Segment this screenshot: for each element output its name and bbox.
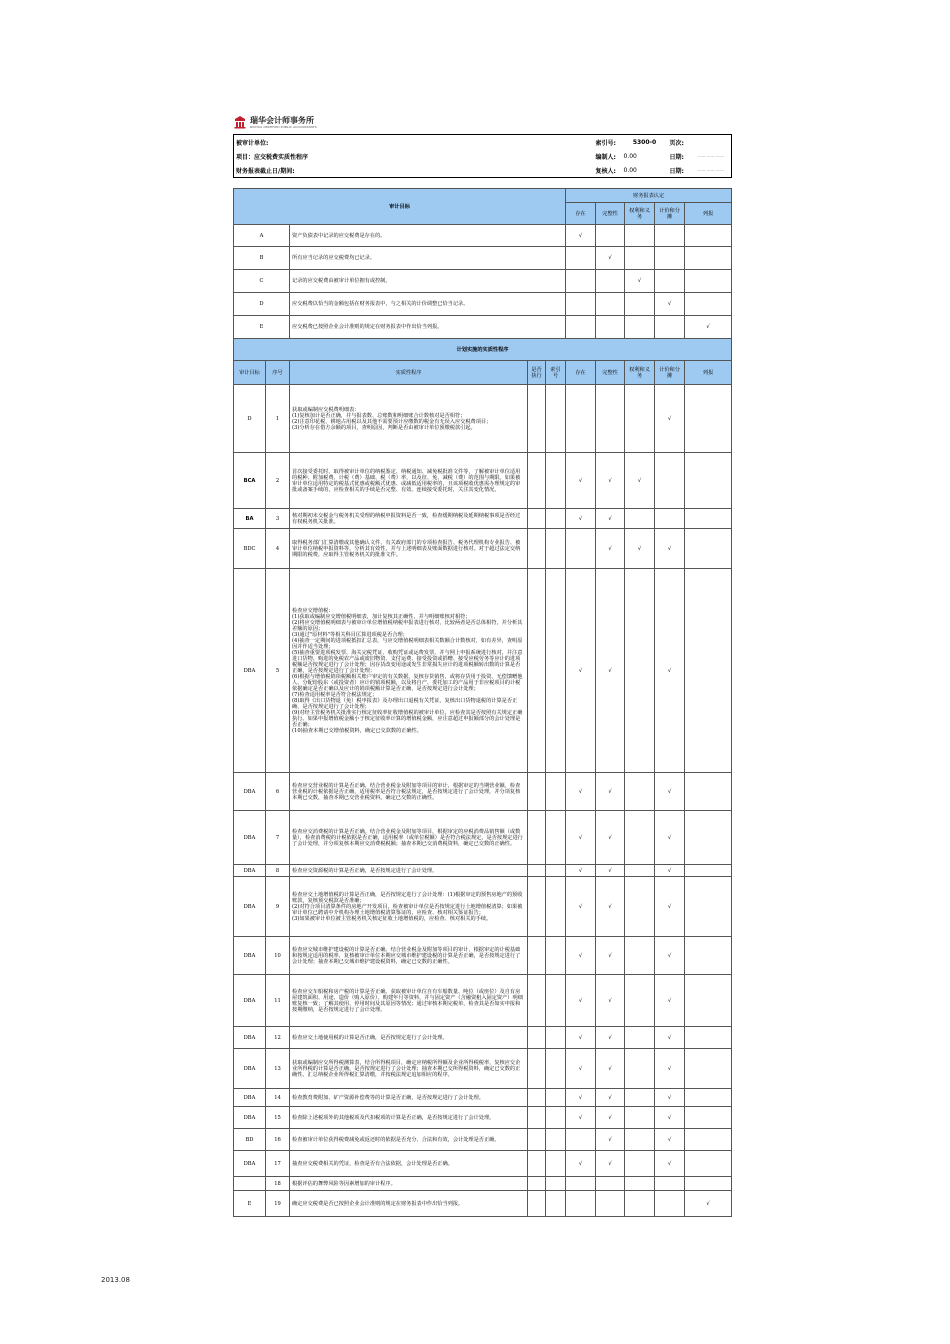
date-label: 日期: [669, 153, 684, 161]
objective-row [234, 225, 732, 247]
procedure-target: DBA [234, 1107, 266, 1129]
col-index: 索引号 [546, 361, 566, 385]
procedure-row [234, 975, 732, 1027]
assertion-check [625, 1129, 655, 1151]
assertion-check: √ [566, 975, 596, 1027]
objective-code: B [234, 247, 290, 270]
assertion-check: √ [596, 569, 625, 773]
assertion-check: √ [596, 877, 625, 937]
procedure-row [234, 877, 732, 937]
review-date-label: 日期: [669, 167, 684, 175]
assertion-check [625, 1151, 655, 1177]
assertion-check [566, 1191, 596, 1217]
assertion-check [566, 270, 596, 293]
assertion-check [685, 1151, 732, 1177]
assertion-check: √ [596, 1049, 625, 1089]
index-label: 索引号: [595, 139, 616, 147]
assertion-check: √ [596, 773, 625, 811]
project-label: 项目：应交税费实质性程序 [236, 153, 309, 161]
assertion-check: √ [566, 453, 596, 509]
procedure-target: DBA [234, 865, 266, 877]
assertion-check [566, 1129, 596, 1151]
assertion-check [625, 937, 655, 975]
procedure-target: DBA [234, 877, 266, 937]
procedure-index [546, 453, 566, 509]
assertion-check: √ [655, 385, 685, 453]
procedure-target: DBA [234, 1027, 266, 1049]
procedure-row [234, 509, 732, 529]
procedure-text: 根据评估的舞弊风险等因素增加的审计程序。 [290, 1177, 528, 1191]
procedure-index [546, 569, 566, 773]
procedure-target: DBA [234, 569, 266, 773]
assertion-check [625, 509, 655, 529]
procedure-row [234, 1089, 732, 1107]
procedure-seq: 14 [266, 1089, 290, 1107]
objective-code: E [234, 316, 290, 339]
procedure-executed [528, 865, 546, 877]
procedure-target: DBA [234, 975, 266, 1027]
procedure-executed [528, 1129, 546, 1151]
assertion-check [596, 270, 625, 293]
procedure-text: 检查教育费附加、矿产资源补偿费等的计算是否正确，是否按规定进行了会计处理。 [290, 1089, 528, 1107]
assertion-check [685, 293, 732, 316]
procedure-executed [528, 1089, 546, 1107]
procedure-target: D [234, 385, 266, 453]
objective-text: 记录的应交税费由被审计单位拥有或控制。 [290, 270, 566, 293]
procedure-text: 抽查应交税费相关的凭证，检查是否有合法依据，会计处理是否正确。 [290, 1151, 528, 1177]
procedure-row [234, 1129, 732, 1151]
col-presentation: 列报 [685, 361, 732, 385]
procedure-seq: 7 [266, 811, 290, 865]
assertion-check: √ [596, 453, 625, 509]
assertion-check [625, 865, 655, 877]
assertion-check [625, 1107, 655, 1129]
index-value: 5300-0 [632, 138, 657, 146]
col-valuation: 计价和分摊 [655, 361, 685, 385]
procedure-index [546, 1049, 566, 1089]
page-label: 页次: [669, 139, 684, 147]
procedure-row [234, 937, 732, 975]
assertion-check [566, 293, 596, 316]
firm-logo [233, 112, 317, 132]
procedure-seq: 12 [266, 1027, 290, 1049]
assertion-check: √ [655, 865, 685, 877]
assertion-check [655, 225, 685, 247]
assertion-check: √ [596, 509, 625, 529]
procedure-executed [528, 877, 546, 937]
assertion-check [596, 1191, 625, 1217]
procedure-target: E [234, 1191, 266, 1217]
procedure-seq: 3 [266, 509, 290, 529]
procedure-text: 检查应交增值税： (1)获取或编制应交增值税明细表，加计复核其正确性，并与明细账核对相符； (2)将应交增值税明细表与被审计单位增值税纳税申报表进行核对，比较两者是否总体相符，并分析其差额的原因； (3)通过"原材料"等相关科目匡算进项税是否合理； (4)抽查一定期间的进项税抵扣汇总表，与应交增值税明细表相关数额合计数核对，如有差异，查明原因并作适当处理； (5)抽查重要进项税发票、海关完税凭证、收购凭证或运费发票，并与网上申报系统进行核对，并注意进口货物、购进的免税农产品或废旧物资、支付运费、接受投资或捐赠、接受应税劳务等应计的进项税额是否按规定进行了会计处理；因存货改变用途或发生非常损失应计的进项税额转出数的计算是否正确，是否按规定进行了会计处理； (6)根据与增值税销项税额相关账户审定的有关数据，复核存货销售，或将存货用于投资、无偿馈赠他人、分配给股东（或投资者）应计的销项税额，以及将自产、委托加工的产品用于非应税项目的计税依据确定是否正确以及应计的销项税额计算是否正确，是否按规定进行会计处理； (7)检查适用税率是否符合税法规定； (8)取得《出口货物退（免）税申报表》及办理出口退税有关凭证，复核出口货物退税的计算是否正确，是否按规定进行了会计处理； (9)对经主管税务机关批准实行核定征收率征收增值税的被审计单位，应检查其是否按照有关规定正确执行。如果申报增值税金额小于核定征收率计算的增值税金额，应注意超过申报额部分的会计处理是否正确； (10)抽查本期已交增值税资料，确定已交款数的正确性。 [290, 569, 528, 773]
assertion-check [655, 316, 685, 339]
assertion-check: √ [596, 529, 625, 569]
assertion-check: √ [685, 316, 732, 339]
assertion-check: √ [655, 529, 685, 569]
procedure-row [234, 385, 732, 453]
procedure-executed [528, 1191, 546, 1217]
assertion-check [625, 1049, 655, 1089]
assertion-check [596, 316, 625, 339]
procedure-executed [528, 975, 546, 1027]
assertion-check: √ [655, 1129, 685, 1151]
page-value [696, 135, 732, 150]
procedure-target: DBA [234, 811, 266, 865]
procedure-row [234, 1151, 732, 1177]
procedure-row [234, 1027, 732, 1049]
period-label: 财务报表截止日/期间: [236, 167, 295, 175]
objective-text: 所有应当记录的应交税费均已记录。 [290, 247, 566, 270]
assertion-check: √ [566, 1151, 596, 1177]
assertion-check [625, 316, 655, 339]
assertion-check [655, 1191, 685, 1217]
assertion-check [625, 1027, 655, 1049]
procedure-seq: 15 [266, 1107, 290, 1129]
review-date: —— —— —— [697, 167, 725, 173]
procedure-row [234, 1177, 732, 1191]
assertion-check: √ [655, 1107, 685, 1129]
assertion-check: √ [566, 1089, 596, 1107]
assertion-check: √ [566, 1107, 596, 1129]
procedure-index [546, 937, 566, 975]
assertion-check [655, 509, 685, 529]
preparer-value: 0.00 [623, 152, 637, 160]
procedure-text: 取得税务部门汇算清缴或其他确认文件、有关政府部门的专项检查报告、税务代理机构专业报告、被审计单位纳税申报资料等，分析其有效性，并与上述明细表及账面数据进行核对。对于超过法定交纳期限的税费，应取得主管税务机关的批准文件。 [290, 529, 528, 569]
col-completeness: 完整性 [596, 361, 625, 385]
procedure-index [546, 385, 566, 453]
assertion-check [685, 1177, 732, 1191]
procedure-row [234, 865, 732, 877]
procedure-seq: 9 [266, 877, 290, 937]
procedure-text: 检查应交城市维护建设税的计算是否正确。结合营业税金及附加等项目的审计，根据审定的计税基础和按规定适用的税率，复核被审计单位本期应交城市维护建设税的计算是否正确，是否按规定进行了会计处理；抽查本期已交城市维护建设税资料，确定已交数的正确性。 [290, 937, 528, 975]
procedure-seq: 1 [266, 385, 290, 453]
assertion-check [655, 270, 685, 293]
assertion-check [596, 1177, 625, 1191]
procedure-target: DBA [234, 937, 266, 975]
assertion-check: √ [655, 877, 685, 937]
objective-text: 应交税费以恰当的金额包括在财务报表中，与之相关的计价调整已恰当记录。 [290, 293, 566, 316]
procedure-text: 确定应交税费是否已按照企业会计准则的规定在财务报表中作出恰当列报。 [290, 1191, 528, 1217]
procedure-row [234, 811, 732, 865]
assertion-check [596, 385, 625, 453]
assertion-check: √ [655, 1027, 685, 1049]
assertion-check [625, 1177, 655, 1191]
auditee-label: 被审计单位: [236, 139, 269, 147]
assertion-check [625, 247, 655, 270]
procedure-executed [528, 937, 546, 975]
procedure-index [546, 1027, 566, 1049]
objectives-title: 审计目标 [234, 189, 566, 225]
procedure-text: 获取或编制应交税费明细表： (1)复核加计是否正确，并与报表数、总账数和明细账合计数核对是否相符； (2)注意印花税、耕地占用税以及其他不需要预计应缴数的税金有无误入应交税费项目； (3)分析存在借方余额的项目，查明原因，判断是否由被审计单位预缴税款引起。 [290, 385, 528, 453]
procedure-text: 检查应交土地使用税的计算是否正确，是否按规定进行了会计处理。 [290, 1027, 528, 1049]
procedure-target: DBA [234, 1151, 266, 1177]
assertion-check: √ [596, 1107, 625, 1129]
procedure-row [234, 1107, 732, 1129]
procedure-seq: 2 [266, 453, 290, 509]
assertion-check: √ [596, 1089, 625, 1107]
procedure-target: DBA [234, 773, 266, 811]
procedure-text: 检查应交车船税和房产税的计算是否正确。获取被审计单位自有车船数量、吨位（或座位）及自有房屋建筑面积、用途、造价（购入原价）、购建年月等资料，并与固定资产（含融资租入固定资产）明细账复核一致；了解其使用、停用时间及其原因等情况；通过审核本期完税单，检查其是否如实申报和按期缴纳，是否按规定进行了会计处理。 [290, 975, 528, 1027]
objective-code: D [234, 293, 290, 316]
assertion-check: √ [655, 773, 685, 811]
assertion-check [685, 877, 732, 937]
procedure-target: BD [234, 1129, 266, 1151]
assertion-check [625, 975, 655, 1027]
col-target: 审计目标 [234, 361, 266, 385]
assertion-check [625, 1089, 655, 1107]
procedure-row [234, 453, 732, 509]
procedure-text: 检查除上述税项外的其他税项及代扣税项的计算是否正确，是否按规定进行了会计处理。 [290, 1107, 528, 1129]
objective-text: 资产负债表中记录的应交税费是存在的。 [290, 225, 566, 247]
assertion-check [625, 385, 655, 453]
assertion-check: √ [596, 1151, 625, 1177]
assertion-check: √ [566, 569, 596, 773]
assertion-check: √ [655, 1049, 685, 1089]
assertion-check: √ [655, 1089, 685, 1107]
assertion-check [685, 529, 732, 569]
assertion-check [655, 1177, 685, 1191]
procedure-text: 首次接受委托时，取得被审计单位的纳税鉴定、纳税通知、减免税批准文件等，了解被审计单位适用的税种、附加税费、计税（费）基础、税（费）率，以及征、免、减税（费）的范围与期限。如果被审计单位适用特定的税基式优惠或税额式优惠、或减低适用税率的，且该项税收优惠需办理规定的审批或备案手续的，应检查相关的手续是否完整、有效。连续接受委托时，关注其变化情况。 [290, 453, 528, 509]
assertion-check: √ [596, 937, 625, 975]
procedure-index [546, 877, 566, 937]
procedure-executed [528, 385, 546, 453]
procedure-row [234, 1191, 732, 1217]
assertion-check [685, 1107, 732, 1129]
prepare-date: —— —— —— [697, 153, 725, 159]
assertion-check: √ [566, 865, 596, 877]
procedure-row [234, 773, 732, 811]
procedure-index [546, 773, 566, 811]
procedure-target: DBA [234, 1049, 266, 1089]
procedure-target: BA [234, 509, 266, 529]
assertion-check [685, 247, 732, 270]
assertions-group-title: 财务报表认定 [566, 189, 732, 203]
objective-row [234, 247, 732, 270]
assertion-rights: 权利和义务 [625, 203, 655, 225]
reviewer-label: 复核人: [595, 167, 616, 175]
procedure-index [546, 811, 566, 865]
assertion-check: √ [566, 1049, 596, 1089]
assertion-check [685, 937, 732, 975]
assertion-check [625, 225, 655, 247]
assertion-check [685, 1089, 732, 1107]
col-procedure: 实质性程序 [290, 361, 528, 385]
procedure-seq: 10 [266, 937, 290, 975]
assertion-check [685, 865, 732, 877]
version-footer: 2013.08 [101, 1276, 130, 1284]
procedures-title: 计划实施的实质性程序 [234, 339, 732, 361]
procedures-table [233, 188, 732, 1217]
col-existence: 存在 [566, 361, 596, 385]
procedure-seq: 18 [266, 1177, 290, 1191]
procedure-seq: 11 [266, 975, 290, 1027]
assertion-check [685, 975, 732, 1027]
assertion-check: √ [566, 773, 596, 811]
preparer-label: 编制人: [595, 153, 616, 161]
procedure-index [546, 1151, 566, 1177]
procedure-seq: 8 [266, 865, 290, 877]
assertion-check [655, 453, 685, 509]
assertion-check: √ [596, 1027, 625, 1049]
procedure-seq: 16 [266, 1129, 290, 1151]
assertion-check [625, 877, 655, 937]
procedure-executed [528, 509, 546, 529]
procedure-executed [528, 1151, 546, 1177]
procedure-row [234, 569, 732, 773]
assertion-check: √ [655, 569, 685, 773]
assertion-check: √ [655, 937, 685, 975]
procedure-text: 检查应交营业税的计算是否正确。结合营业税金及附加等项目的审计，根据审定的当期营业额，检查营业税的计税依据是否正确，适用税率是否符合税法规定，是否按规定进行了会计处理，并分项复核本期已交数，抽查本期已交营业税资料，确定已交数的正确性。 [290, 773, 528, 811]
assertion-check [596, 225, 625, 247]
procedure-seq: 19 [266, 1191, 290, 1217]
assertion-check: √ [625, 453, 655, 509]
assertion-check [566, 1177, 596, 1191]
procedure-text: 检查应交资源税的计算是否正确，是否按规定进行了会计处理。 [290, 865, 528, 877]
col-rights: 权利和义务 [625, 361, 655, 385]
procedure-row [234, 529, 732, 569]
firm-name: 瑞华会计师事务所 [250, 115, 314, 125]
assertion-check [625, 811, 655, 865]
assertion-check [685, 773, 732, 811]
assertion-check [596, 293, 625, 316]
procedure-text: 核对期初未交税金与税务机关受理的纳税申报资料是否一致，检查缓期纳税及延期纳税事项是否经过有权税务机关批准。 [290, 509, 528, 529]
procedure-executed [528, 529, 546, 569]
assertion-check [625, 1191, 655, 1217]
procedure-text: 检查应交土地增值税的计算是否正确，是否按规定进行了会计处理：(1)根据审定的预售房地产的预收账款，复核预交税款是否准确； (2)对符合项目清算条件的房地产开发项目，检查被审计单位是否按规定进行土地增值税清算；如果被审计单位已聘请中介机构办理土地增值税清算鉴证的，应检查、核对相关鉴证报告； (3)如果被审计单位被主管税务机关核定征收土地增值税的，应检查、核对相关的手续。 [290, 877, 528, 937]
assertion-check: √ [596, 975, 625, 1027]
assertion-check [655, 247, 685, 270]
procedure-index [546, 1107, 566, 1129]
objective-code: C [234, 270, 290, 293]
objective-row [234, 316, 732, 339]
assertion-check: √ [685, 1191, 732, 1217]
procedure-seq: 17 [266, 1151, 290, 1177]
procedure-target: DBA [234, 1089, 266, 1107]
reviewer-value: 0.00 [623, 166, 637, 174]
assertion-check: √ [596, 811, 625, 865]
procedure-index [546, 529, 566, 569]
assertion-check: √ [566, 937, 596, 975]
assertion-check: √ [596, 247, 625, 270]
assertion-check: √ [655, 293, 685, 316]
assertion-check [685, 270, 732, 293]
assertion-check [566, 385, 596, 453]
assertion-check [685, 1129, 732, 1151]
objective-code: A [234, 225, 290, 247]
assertion-check [685, 569, 732, 773]
procedure-seq: 13 [266, 1049, 290, 1089]
objective-row [234, 270, 732, 293]
assertion-existence: 存在 [566, 203, 596, 225]
procedure-target: BDC [234, 529, 266, 569]
procedure-seq: 4 [266, 529, 290, 569]
procedure-index [546, 1191, 566, 1217]
assertion-check: √ [566, 877, 596, 937]
assertion-check [625, 293, 655, 316]
assertion-check: √ [625, 270, 655, 293]
objective-row [234, 293, 732, 316]
procedure-executed [528, 773, 546, 811]
assertion-check [566, 247, 596, 270]
assertion-check [685, 811, 732, 865]
col-seq: 序号 [266, 361, 290, 385]
assertion-check [685, 509, 732, 529]
assertion-check [685, 1049, 732, 1089]
assertion-check [685, 385, 732, 453]
assertion-check: √ [655, 975, 685, 1027]
procedure-executed [528, 811, 546, 865]
procedure-executed [528, 1177, 546, 1191]
assertion-check [625, 773, 655, 811]
assertion-check [566, 316, 596, 339]
procedure-executed [528, 1027, 546, 1049]
procedure-index [546, 865, 566, 877]
procedure-row [234, 1049, 732, 1089]
assertion-check [685, 1027, 732, 1049]
procedure-target: BCA [234, 453, 266, 509]
firm-logo-icon [233, 115, 247, 129]
procedure-executed [528, 569, 546, 773]
procedure-seq: 6 [266, 773, 290, 811]
procedure-index [546, 1129, 566, 1151]
procedure-target [234, 1177, 266, 1191]
assertion-check: √ [655, 811, 685, 865]
procedure-text: 检查应交消费税的计算是否正确。结合营业税金及附加等项目，根据审定的应税消费品销售额（或数量），检查消费税的计税依据是否正确，适用税率（或单位税额）是否符合税法规定，是否按规定进行了会计处理，并分项复核本期应交消费税税额；抽查本期已交消费税资料，确定已交数的正确性。 [290, 811, 528, 865]
assertion-check [685, 225, 732, 247]
procedure-text: 获取或编制应交所得税测算表，结合所得税项目，确定应纳税所得额及企业所得税税率，复核应交企业所得税的计算是否正确，是否按规定进行了会计处理；抽查本期已交所得税资料，确定已交数的正确性。汇总纳税企业所得税汇算清缴，并按税法规定追加相应的程序。 [290, 1049, 528, 1089]
procedure-text: 检查被审计单位获得税费减免或返还时的依据是否充分、合法和有效，会计处理是否正确。 [290, 1129, 528, 1151]
assertion-presentation: 列报 [685, 203, 732, 225]
firm-name-english: RUIHUA CERTIFIED PUBLIC ACCOUNTANTS [250, 124, 317, 129]
assertion-check: √ [566, 509, 596, 529]
assertion-check [566, 529, 596, 569]
assertion-check: √ [566, 1027, 596, 1049]
procedure-index [546, 1089, 566, 1107]
assertion-valuation: 计价和分摊 [655, 203, 685, 225]
assertion-check: √ [566, 811, 596, 865]
assertion-check: √ [596, 1129, 625, 1151]
procedure-executed [528, 1049, 546, 1089]
procedure-executed [528, 1107, 546, 1129]
procedure-executed [528, 453, 546, 509]
assertion-check: √ [625, 529, 655, 569]
procedure-index [546, 509, 566, 529]
col-executed: 是否执行 [528, 361, 546, 385]
objective-text: 应交税费已按照企业会计准则的规定在财务报表中作出恰当列报。 [290, 316, 566, 339]
procedure-seq: 5 [266, 569, 290, 773]
procedure-index [546, 1177, 566, 1191]
assertion-check: √ [596, 865, 625, 877]
procedure-index [546, 975, 566, 1027]
header-table [233, 134, 732, 178]
assertion-check [625, 569, 655, 773]
assertion-check: √ [655, 1151, 685, 1177]
assertion-check: √ [566, 225, 596, 247]
assertion-check [685, 453, 732, 509]
assertion-completeness: 完整性 [596, 203, 625, 225]
